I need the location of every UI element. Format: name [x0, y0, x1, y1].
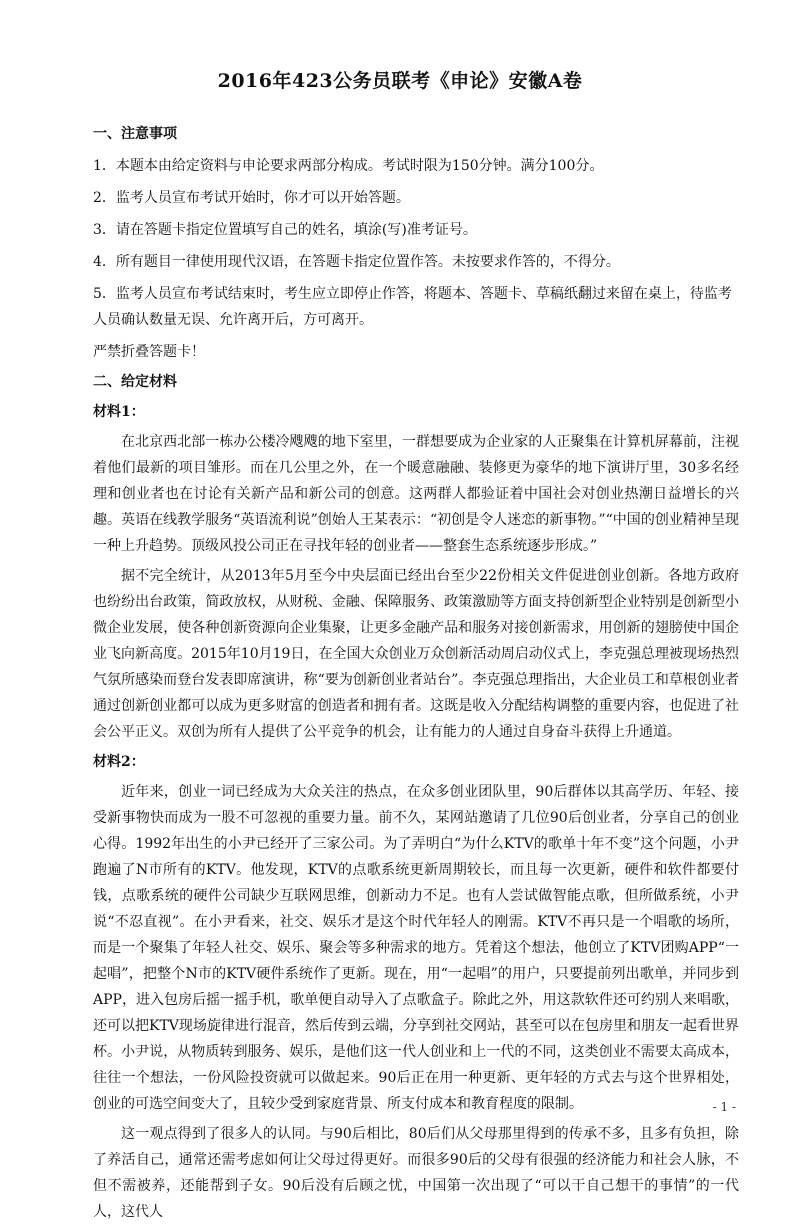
- notice-item-5: 5．监考人员宣布考试结束时，考生应立即停止作答，将题本、答题卡、草稿纸翻过来留在桌上，待监考人员确认数量无误、允许离开后，方可离开。: [93, 286, 732, 328]
- notice-item-1: 1．本题本由给定资料与申论要求两部分构成。考试时限为150分钟。满分100分。: [93, 158, 604, 174]
- material-heading: 二、给定材料: [93, 374, 177, 390]
- material1-paragraph-1: 在北京西北部一栋办公楼冷飕飕的地下室里，一群想要成为企业家的人正聚集在计算机屏幕前，注视着他们最新的项目雏形。而在几公里之外，在一个暖意融融、装修更为豪华的地下演讲厅里，30多名经理和创业者也在讨论有关新产品和新公司的创意。这两群人都验证着中国社会对创业热潮日益增长的兴趣。英语在线教学服务“英语流利说”创始人王某表示：“初创是令人迷恋的新事物。”“中国的创业精神呈现一种上升趋势。顶级风投公司正在寻找年轻的创业者——整套生态系统逐步形成。”: [93, 434, 739, 554]
- notice-heading: 一、注意事项: [93, 126, 177, 142]
- document-title: 2016年423公务员联考《申论》安徽A卷: [217, 70, 583, 92]
- material1-paragraph-2: 据不完全统计，从2013年5月至今中央层面已经出台至少22份相关文件促进创业创新。各地方政府也纷纷出台政策，简政放权，从财税、金融、保障服务、政策激励等方面支持创新型企业特别是创新型小微企业发展，使各种创新资源向企业集聚，让更多金融产品和服务对接创新需求，用创新的翅膀使中国企业飞向新高度。2015年10月19日，在全国大众创业万众创新活动周启动仪式上，李克强总理被现场热烈气氛所感染而登台发表即席演讲，称“要为创新创业者站台”。李克强总理指出，大企业员工和草根创业者通过创新创业都可以成为更多财富的创造者和拥有者。这既是收入分配结构调整的重要内容，也促进了社会公平正义。双创为所有人提供了公平竞争的机会，让有能力的人通过自身奋斗获得上升通道。: [93, 568, 739, 740]
- notice-warning: 严禁折叠答题卡！: [93, 344, 205, 360]
- notice-item-2: 2．监考人员宣布考试开始时，你才可以开始答题。: [93, 190, 410, 206]
- material2-paragraph-2: 这一观点得到了很多人的认同。与90后相比，80后们从父母那里得到的传承不多，且多有负担，除了养活自己，通常还需考虑如何让父母过得更好。而很多90后的父母有很强的经济能力和社会人脉，不但不需被养，还能帮到子女。90后没有后顾之忧，中国第一次出现了“可以干自己想干的事情”的一代人，这代人: [93, 1126, 739, 1220]
- material2-paragraph-1: 近年来，创业一词已经成为大众关注的热点，在众多创业团队里，90后群体以其高学历、年轻、接受新事物快而成为一股不可忽视的重要力量。前不久，某网站邀请了几位90后创业者，分享自己的创业心得。1992年出生的小尹已经开了三家公司。为了弄明白“为什么KTV的歌单十年不变”这个问题，小尹跑遍了N市所有的KTV。他发现，KTV的点歌系统更新周期较长，而且每一次更新，硬件和软件都要付钱，点歌系统的硬件公司缺少互联网思维，创新动力不足。也有人尝试做智能点歌，但所做系统，小尹说“不忍直视”。在小尹看来，社交、娱乐才是这个时代年轻人的刚需。KTV不再只是一个唱歌的场所，而是一个聚集了年轻人社交、娱乐、聚会等多种需求的地方。凭着这个想法，他创立了KTV团购APP“一起唱”，把整个N市的KTV硬件系统作了更新。现在，用“一起唱”的用户，只要提前列出歌单，并同步到APP，进入包房后摇一摇手机，歌单便自动导入了点歌盒子。除此之外，用这款软件还可约别人来唱歌，还可以把KTV现场旋律进行混音，然后传到云端，分享到社交网站，甚至可以在包房里和朋友一起看世界杯。小尹说，从物质转到服务、娱乐，是他们这一代人创业和上一代的不同，这类创业不需要太高成本，往往一个想法，一份风险投资就可以做起来。90后正在用一种更新、更年轻的方式去与这个世界相处，创业的可选空间变大了，且较少受到家庭背景、所支付成本和教育程度的限制。: [93, 784, 739, 1112]
- notice-item-4: 4．所有题目一律使用现代汉语，在答题卡指定位置作答。未按要求作答的，不得分。: [93, 254, 620, 270]
- document-body: [93, 121, 739, 1225]
- material2-label: 材料2：: [93, 754, 145, 770]
- notice-item-3: 3．请在答题卡指定位置填写自己的姓名，填涂(写)准考证号。: [93, 222, 477, 238]
- material1-label: 材料1：: [93, 404, 145, 420]
- page-number: - 1 -: [712, 1100, 736, 1114]
